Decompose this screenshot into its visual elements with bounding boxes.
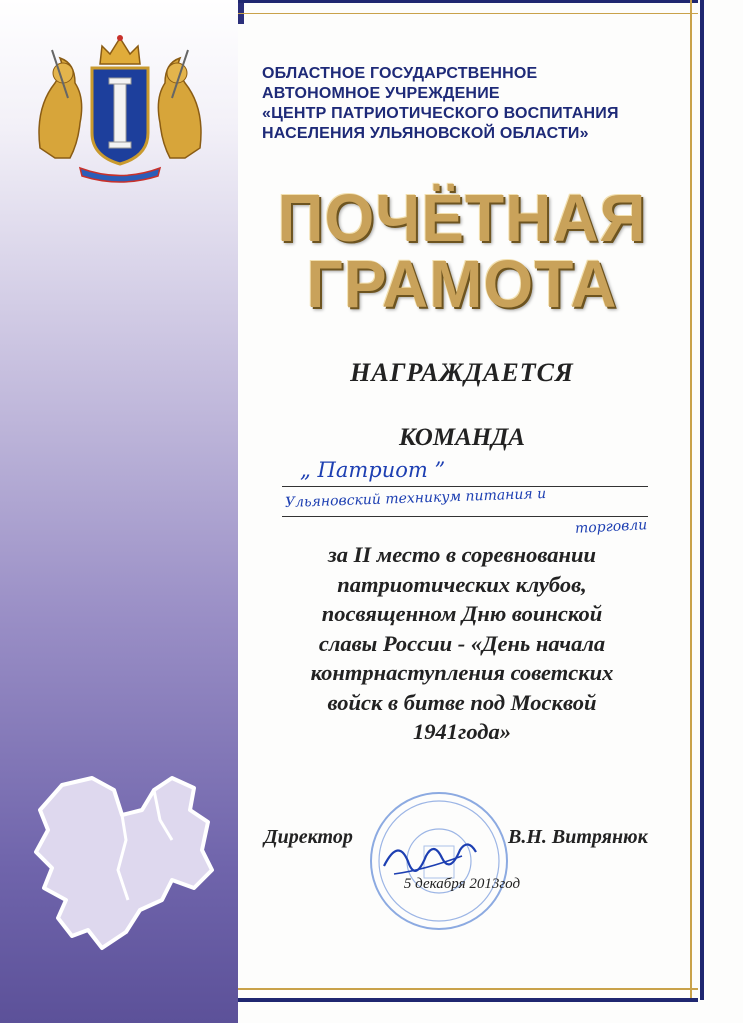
coat-of-arms-icon xyxy=(30,28,210,188)
org-line: «ЦЕНТР ПАТРИОТИЧЕСКОГО ВОСПИТАНИЯ xyxy=(262,105,619,122)
handwritten-institution: Ульяновский техникум питания и xyxy=(284,485,547,511)
certificate-title-line1: ПОЧЁТНАЯ xyxy=(277,180,647,256)
reason-line: посвященном Дню воинской xyxy=(321,601,603,626)
org-line: ОБЛАСТНОЕ ГОСУДАРСТВЕННОЕ xyxy=(262,65,538,82)
frame-border-right xyxy=(690,0,704,1000)
handwritten-institution-continued: торговли xyxy=(574,517,648,537)
reason-line: за II место в соревновании xyxy=(327,542,596,567)
issue-date: 5 декабря 2013год xyxy=(403,876,521,892)
director-name: В.Н. Витрянюк xyxy=(508,826,648,848)
team-label: КОМАНДА xyxy=(399,424,525,451)
awarded-heading: НАГРАЖДАЕТСЯ xyxy=(350,358,574,387)
reason-line: 1941года» xyxy=(413,719,511,744)
reason-line: славы России - «День начала xyxy=(318,630,606,656)
region-map-icon xyxy=(22,760,227,955)
org-line: НАСЕЛЕНИЯ УЛЬЯНОВСКОЙ ОБЛАСТИ» xyxy=(262,125,589,142)
award-reason xyxy=(262,540,662,747)
reason-line: контрнаступления советских xyxy=(310,660,614,685)
certificate-title-line2: ГРАМОТА xyxy=(306,246,618,322)
organization-name xyxy=(262,64,682,144)
signature-row xyxy=(262,826,682,856)
org-line: АВТОНОМНОЕ УЧРЕЖДЕНИЕ xyxy=(262,85,500,102)
director-label: Директор xyxy=(264,826,353,848)
reason-line: войск в битве под Москвой xyxy=(327,689,597,715)
frame-border-bottom xyxy=(238,988,698,1002)
frame-border-top xyxy=(238,0,698,14)
fill-in-line xyxy=(282,516,648,517)
official-stamp-icon xyxy=(364,786,514,936)
handwritten-team-name: „ Патриот ” xyxy=(300,458,446,482)
fill-in-line xyxy=(282,486,648,487)
reason-line: патриотических клубов, xyxy=(337,571,587,597)
